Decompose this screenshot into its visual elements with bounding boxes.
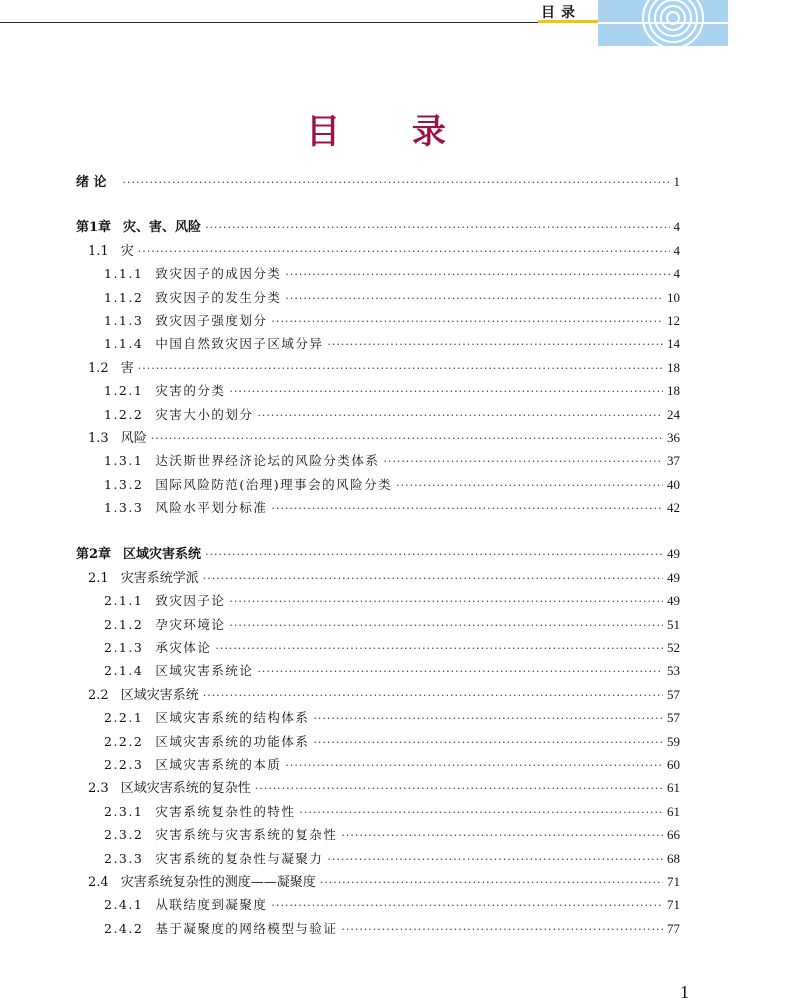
toc-dot-leader	[327, 333, 663, 356]
toc-entry-number: 1.3.1	[104, 453, 144, 469]
toc-entry-title: 灾害系统复杂性的测度——凝聚度	[120, 874, 316, 890]
toc-dot-leader	[313, 731, 663, 754]
toc-entry-label	[104, 589, 225, 612]
toc-entry-label	[88, 777, 251, 800]
spiral-ornament-icon	[628, 0, 718, 52]
toc-entry[interactable]	[76, 262, 680, 285]
toc-entry[interactable]	[76, 636, 680, 659]
toc-entry-label	[76, 543, 201, 566]
toc-entry[interactable]	[76, 496, 680, 519]
toc-dot-leader	[383, 450, 663, 473]
toc-entry-number: 2.4.1	[104, 897, 144, 913]
toc-entry[interactable]	[76, 473, 680, 496]
toc-entry-page: 49	[667, 593, 680, 609]
toc-entry-page: 51	[667, 616, 680, 632]
toc-entry[interactable]	[76, 917, 680, 940]
toc-entry-title: 灾、害、风险	[123, 220, 202, 236]
toc-dot-leader	[151, 427, 663, 450]
toc-entry[interactable]	[76, 332, 680, 355]
toc-entry-label	[104, 403, 253, 426]
toc-entry[interactable]	[76, 776, 680, 799]
toc-entry-page: 37	[667, 453, 680, 469]
toc-dot-leader	[313, 707, 663, 730]
toc-entry-title: 灾害系统与灾害系统的复杂性	[155, 827, 338, 843]
toc-dot-leader	[341, 824, 663, 847]
toc-entry-page: 4	[673, 219, 680, 235]
toc-entry-label	[104, 730, 309, 753]
toc-entry-number: 1.1	[88, 243, 109, 259]
toc-entry[interactable]	[76, 170, 680, 193]
toc-entry-number: 2.2.3	[104, 756, 144, 772]
toc-entry-label	[76, 171, 119, 194]
toc-dot-leader	[271, 310, 663, 333]
toc-entry-number: 1.3	[88, 430, 109, 446]
toc-entry-page: 12	[667, 312, 680, 328]
toc-dot-leader	[320, 871, 663, 894]
toc-entry[interactable]	[76, 239, 680, 262]
toc-entry-title: 灾害的分类	[155, 383, 226, 399]
toc-entry-title: 风险	[120, 430, 147, 446]
toc-entry-title: 灾害系统的复杂性与凝聚力	[155, 850, 324, 866]
toc-entry-page: 18	[667, 383, 680, 399]
toc-dot-leader	[299, 801, 663, 824]
toc-entry[interactable]	[76, 870, 680, 893]
toc-entry-page: 68	[667, 850, 680, 866]
toc-entry[interactable]	[76, 893, 680, 916]
toc-dot-leader	[271, 497, 663, 520]
toc-entry-label	[88, 240, 134, 263]
toc-entry-page: 59	[667, 733, 680, 749]
toc-entry-label	[88, 357, 134, 380]
toc-entry-number: 2.2	[88, 687, 109, 703]
toc-entry-label	[104, 659, 253, 682]
toc-entry-label	[104, 847, 323, 870]
toc-dot-leader	[285, 263, 669, 286]
toc-entry[interactable]	[76, 847, 680, 870]
running-header	[0, 0, 800, 50]
toc-dot-leader	[229, 614, 663, 637]
toc-dot-leader	[229, 590, 663, 613]
toc-entry-page: 40	[667, 476, 680, 492]
toc-entry-page: 77	[667, 920, 680, 936]
toc-entry-page: 42	[667, 500, 680, 516]
toc-entry-label	[104, 893, 267, 916]
toc-dot-leader	[285, 287, 663, 310]
toc-dot-leader	[257, 404, 663, 427]
toc-entry-number: 2.4.2	[104, 920, 144, 936]
toc-entry-title: 达沃斯世界经济论坛的风险分类体系	[155, 453, 380, 469]
toc-entry[interactable]	[76, 683, 680, 706]
toc-entry[interactable]	[76, 566, 680, 589]
toc-entry-number: 第2章	[76, 547, 112, 563]
toc-entry-page: 57	[667, 686, 680, 702]
toc-entry-number: 2.1.2	[104, 616, 144, 632]
toc-entry-title: 中国自然致灾因子区域分异	[155, 336, 324, 352]
toc-entry[interactable]	[76, 356, 680, 379]
toc-entry[interactable]	[76, 730, 680, 753]
toc-dot-leader	[271, 894, 663, 917]
toc-entry-label	[104, 473, 392, 496]
toc-entry-page: 60	[667, 756, 680, 772]
toc-entry-title: 致灾因子的发生分类	[155, 289, 282, 305]
toc-entry-title: 致灾因子论	[155, 593, 226, 609]
toc-entry-page: 57	[667, 710, 680, 726]
toc-entry-number: 1.1.1	[104, 266, 144, 282]
toc-entry-page: 71	[667, 897, 680, 913]
toc-entry-title: 承灾体论	[155, 640, 212, 656]
toc-entry-page: 61	[667, 780, 680, 796]
toc-entry-title: 风险水平划分标准	[155, 500, 268, 516]
toc-entry-title: 区域灾害系统	[120, 687, 199, 703]
toc-entry-title: 灾害系统复杂性的特性	[155, 803, 296, 819]
toc-entry[interactable]	[76, 309, 680, 332]
toc-entry-number: 2.3	[88, 781, 109, 797]
page-title: 目 录	[306, 112, 476, 152]
toc-entry[interactable]	[76, 589, 680, 612]
toc-entry-title: 灾害系统学派	[120, 570, 199, 586]
toc-entry-page: 36	[667, 429, 680, 445]
toc-entry-label	[88, 427, 147, 450]
toc-entry-title: 区域灾害系统的结构体系	[155, 710, 310, 726]
toc-dot-leader	[396, 474, 663, 497]
toc-entry[interactable]	[76, 613, 680, 636]
toc-entry-page: 4	[673, 242, 680, 258]
toc-entry-title: 孕灾环境论	[155, 616, 226, 632]
toc-entry-number: 1.2	[88, 360, 109, 376]
toc-entry-label	[104, 379, 225, 402]
toc-dot-leader	[327, 848, 663, 871]
toc-entry-title: 国际风险防范(治理)理事会的风险分类	[155, 476, 393, 492]
toc-dot-leader	[138, 240, 670, 263]
toc-entry-number: 2.1.4	[104, 663, 144, 679]
toc-entry-title: 区域灾害系统的复杂性	[120, 781, 251, 797]
toc-entry-label	[104, 706, 309, 729]
toc-entry-number: 2.1	[88, 570, 109, 586]
toc-entry-number: 2.3.2	[104, 827, 144, 843]
toc-entry-label	[104, 800, 295, 823]
toc-entry-number: 2.3.1	[104, 803, 144, 819]
toc-dot-leader	[341, 918, 663, 941]
toc-entry-number: 2.3.3	[104, 850, 144, 866]
toc-dot-leader	[203, 567, 663, 590]
table-of-contents	[76, 170, 680, 940]
toc-entry-title: 灾	[120, 243, 134, 259]
toc-entry-page: 18	[667, 359, 680, 375]
toc-entry-title: 区域灾害系统	[123, 547, 202, 563]
header-section-label: 目录	[541, 5, 581, 21]
toc-entry-label	[104, 917, 337, 940]
toc-entry-page: 53	[667, 663, 680, 679]
toc-entry-page: 66	[667, 827, 680, 843]
toc-entry-title: 致灾因子强度划分	[155, 312, 268, 328]
toc-dot-leader	[203, 684, 663, 707]
toc-entry-label	[104, 613, 225, 636]
toc-entry-number: 2.1.1	[104, 593, 144, 609]
toc-entry-label	[104, 309, 267, 332]
toc-entry[interactable]	[76, 823, 680, 846]
toc-dot-leader	[285, 754, 663, 777]
toc-dot-leader	[205, 216, 669, 239]
toc-entry-title: 灾害大小的划分	[155, 406, 254, 422]
toc-entry[interactable]	[76, 403, 680, 426]
toc-entry[interactable]	[76, 753, 680, 776]
toc-entry-title: 从联结度到凝聚度	[155, 897, 268, 913]
toc-entry-label	[88, 684, 199, 707]
toc-entry[interactable]	[76, 706, 680, 729]
toc-entry-label	[104, 286, 281, 309]
toc-entry-label	[76, 216, 201, 239]
toc-entry-number: 2.2.1	[104, 710, 144, 726]
page-number: 1	[680, 982, 689, 1002]
toc-entry-label	[104, 496, 267, 519]
toc-entry-number: 2.2.2	[104, 733, 144, 749]
toc-entry-number: 1.2.2	[104, 406, 144, 422]
toc-entry-label	[104, 753, 281, 776]
toc-entry-page: 24	[667, 406, 680, 422]
toc-entry[interactable]	[76, 542, 680, 565]
toc-dot-leader	[255, 777, 663, 800]
toc-entry-title: 区域灾害系统的本质	[155, 756, 282, 772]
toc-entry[interactable]	[76, 426, 680, 449]
toc-dot-leader	[123, 171, 670, 194]
toc-entry[interactable]	[76, 379, 680, 402]
toc-entry[interactable]	[76, 215, 680, 238]
toc-entry-title: 区域灾害系统的功能体系	[155, 733, 310, 749]
header-rule	[0, 22, 598, 23]
toc-entry-number: 1.1.2	[104, 289, 144, 305]
toc-entry-page: 61	[667, 803, 680, 819]
toc-entry-number: 绪 论	[76, 175, 107, 190]
toc-entry-page: 1	[673, 174, 680, 189]
toc-dot-leader	[229, 380, 663, 403]
toc-entry[interactable]	[76, 449, 680, 472]
toc-entry-number: 2.1.3	[104, 640, 144, 656]
toc-entry-number: 1.3.2	[104, 476, 144, 492]
toc-dot-leader	[138, 357, 663, 380]
toc-entry-label	[104, 332, 323, 355]
toc-entry-title: 基于凝聚度的网络模型与验证	[155, 920, 338, 936]
toc-entry-title: 区域灾害系统论	[155, 663, 254, 679]
toc-entry-page: 49	[667, 546, 680, 562]
toc-dot-leader	[205, 543, 663, 566]
toc-entry-page: 71	[667, 873, 680, 889]
toc-entry-number: 1.1.3	[104, 312, 144, 328]
toc-entry-number: 第1章	[76, 220, 112, 236]
toc-entry-number: 2.4	[88, 874, 109, 890]
toc-entry-label	[104, 823, 337, 846]
toc-dot-leader	[257, 660, 663, 683]
toc-entry[interactable]	[76, 659, 680, 682]
toc-entry-page: 4	[673, 266, 680, 282]
toc-entry-label	[88, 567, 199, 590]
toc-entry-page: 52	[667, 640, 680, 656]
toc-entry-label	[104, 449, 379, 472]
toc-entry[interactable]	[76, 800, 680, 823]
toc-entry-title: 害	[120, 360, 134, 376]
toc-entry-title: 致灾因子的成因分类	[155, 266, 282, 282]
toc-entry-label	[104, 636, 211, 659]
toc-entry[interactable]	[76, 286, 680, 309]
toc-entry-page: 10	[667, 289, 680, 305]
toc-entry-label	[88, 871, 316, 894]
toc-dot-leader	[215, 637, 663, 660]
toc-entry-page: 14	[667, 336, 680, 352]
toc-entry-page: 49	[667, 569, 680, 585]
toc-entry-number: 1.3.3	[104, 500, 144, 516]
toc-entry-number: 1.2.1	[104, 383, 144, 399]
toc-entry-label	[104, 262, 281, 285]
toc-entry-number: 1.1.4	[104, 336, 144, 352]
